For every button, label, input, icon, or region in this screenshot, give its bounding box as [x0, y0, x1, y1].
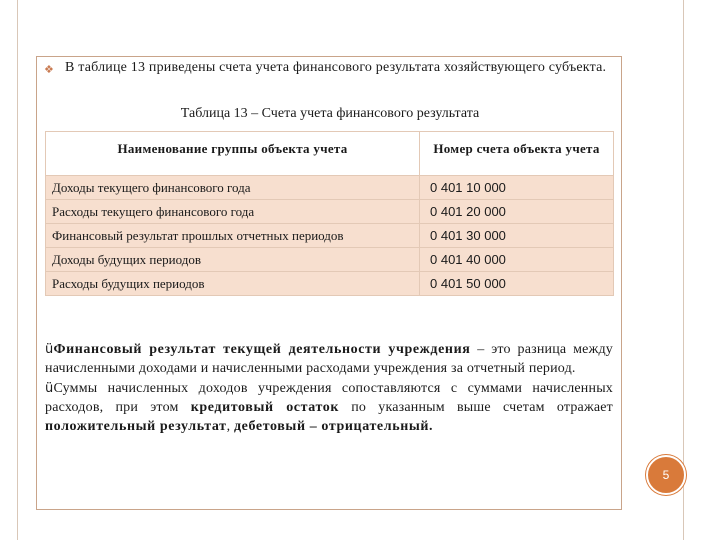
note-2-text-b: по указанным выше счетам отражает: [339, 399, 613, 415]
cell-account: 0 401 50 000: [420, 272, 614, 296]
page-number-badge: 5: [646, 455, 686, 495]
cell-account: 0 401 30 000: [420, 224, 614, 248]
cell-group: Финансовый результат прошлых отчетных периодов: [46, 224, 420, 248]
note-1-term: Финансовый результат текущей деятельности учреждения: [53, 342, 471, 357]
cell-account: 0 401 20 000: [420, 200, 614, 224]
cell-group: Доходы будущих периодов: [46, 248, 420, 272]
note-2-positive-result: положительный результат: [45, 419, 227, 435]
intro-paragraph: В таблице 13 приведены счета учета финансового результата хозяйствующего субъекта.: [65, 60, 607, 75]
note-1-text: – это разница между начисленными доходами и начисленными расходами учреждения за отчетный период.: [45, 342, 613, 377]
cell-group: Расходы текущего финансового года: [46, 200, 420, 224]
note-2-text-a: Суммы начисленных доходов учреждения сопоставляются с суммами начисленных расходов, при этом: [45, 380, 613, 415]
table-row: [46, 176, 614, 200]
cell-group: Расходы будущих периодов: [46, 272, 420, 296]
cell-account: 0 401 10 000: [420, 176, 614, 200]
table-row: [46, 224, 614, 248]
table-row: [46, 200, 614, 224]
column-header-group: Наименование группы объекта учета: [46, 132, 420, 176]
note-2-credit-balance: кредитовый остаток: [190, 399, 340, 415]
check-icon: ü: [45, 342, 54, 357]
column-header-account: Номер счета объекта учета: [420, 132, 614, 176]
check-icon: ü: [45, 380, 54, 396]
notes-block: [45, 340, 613, 436]
cell-account: 0 401 40 000: [420, 248, 614, 272]
table-row: [46, 248, 614, 272]
table-caption: Таблица 13 – Счета учета финансового результата: [180, 106, 480, 121]
left-margin-rule: [17, 0, 18, 540]
note-2-negative-result: дебетовый – отрицательный.: [234, 419, 434, 435]
note-2-text-c: ,: [226, 419, 234, 435]
table-header-row: [46, 132, 614, 176]
bullet-icon: ❖: [44, 63, 54, 76]
accounts-table: [45, 131, 614, 296]
table-row: [46, 272, 614, 296]
right-margin-rule: [683, 0, 684, 540]
cell-group: Доходы текущего финансового года: [46, 176, 420, 200]
